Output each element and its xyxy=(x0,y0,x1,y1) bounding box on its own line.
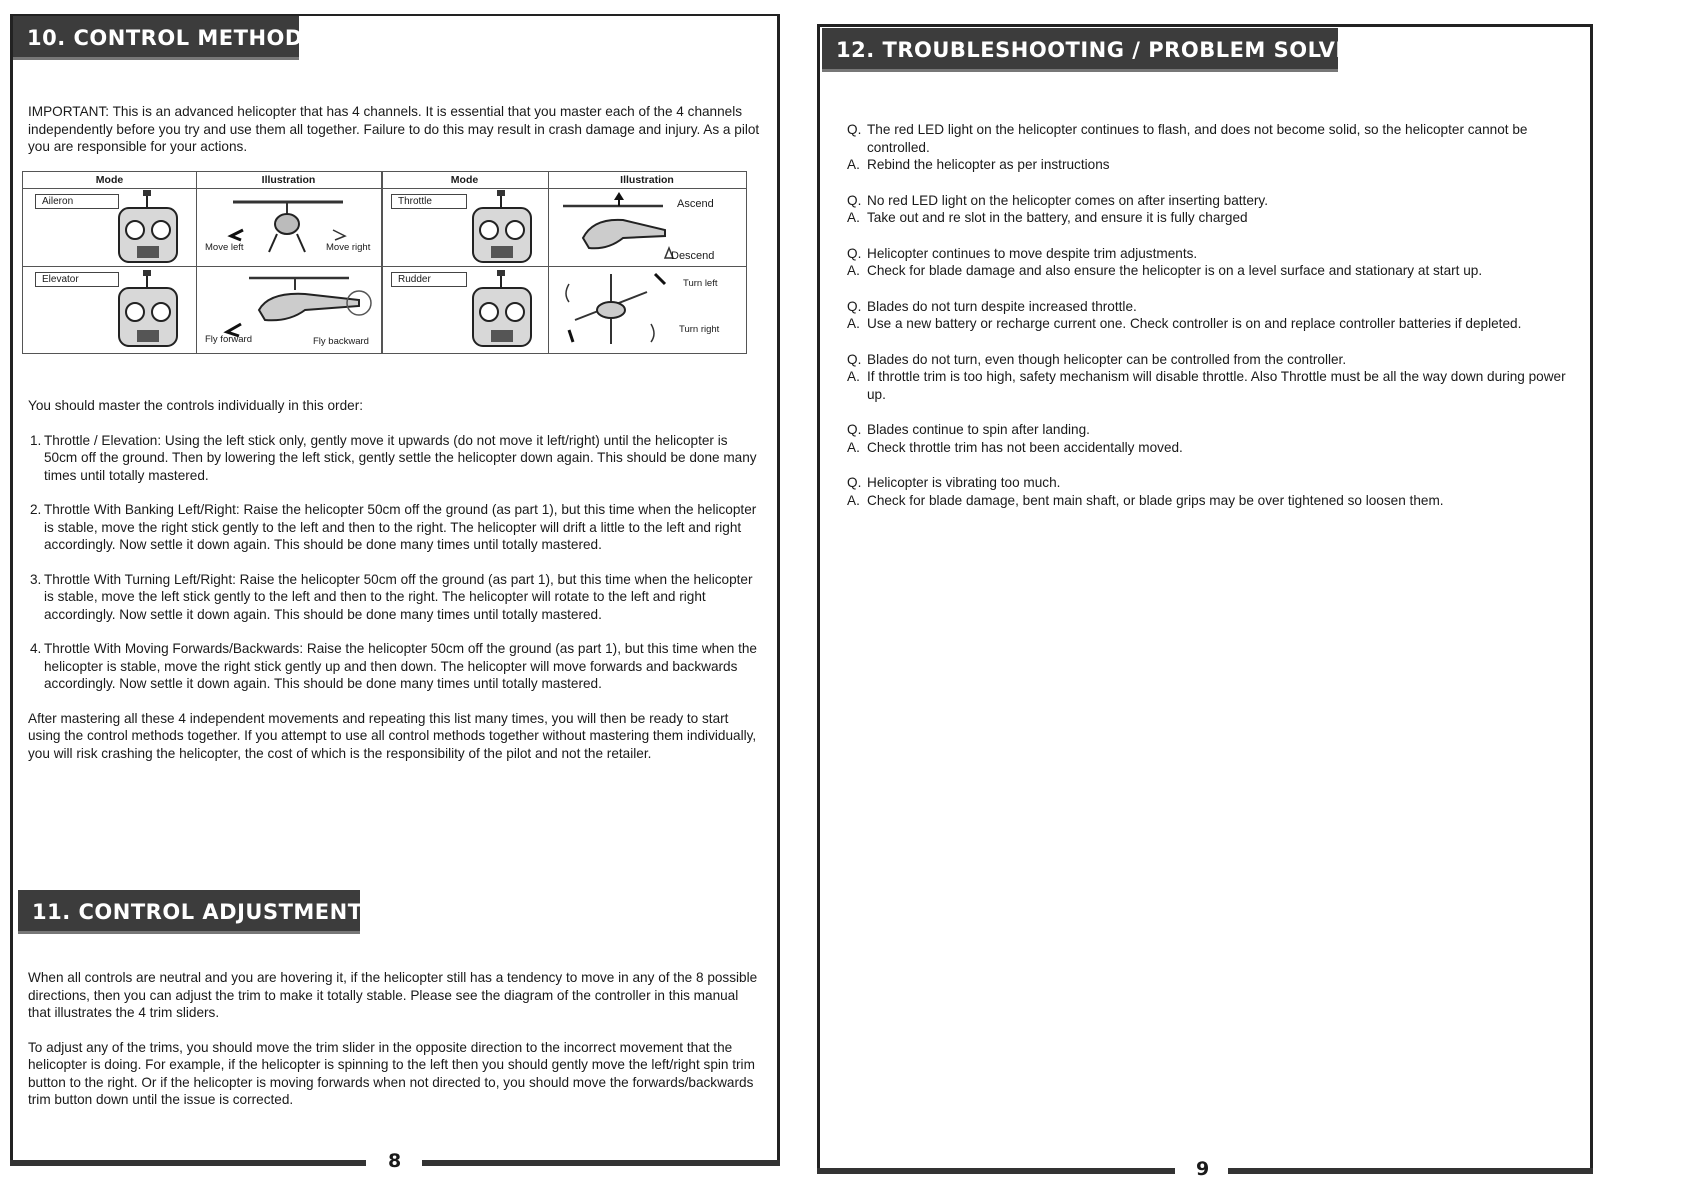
qa-item xyxy=(847,121,1575,174)
label-move-right: Move right xyxy=(326,242,371,253)
question: Q. Blades do not turn despite increased throttle. xyxy=(847,298,1137,314)
label-ascend: Ascend xyxy=(677,198,714,210)
question: Q. No red LED light on the helicopter comes on after inserting battery. xyxy=(847,192,1268,208)
controller-icon xyxy=(109,190,189,266)
question: Q. Blades do not turn, even though helicopter can be controlled from the controller. xyxy=(847,351,1347,367)
table-divider xyxy=(548,172,549,353)
table-header-illustration-2: Illustration xyxy=(548,172,746,189)
qa-item xyxy=(847,474,1575,509)
mode-label-aileron: Aileron xyxy=(35,194,119,209)
answer: A. Check for blade damage and also ensure the helicopter is on a level surface and stationary at start up. xyxy=(847,263,1483,278)
page-number: 8 xyxy=(388,1150,402,1172)
section-12-title: 12. TROUBLESHOOTING / PROBLEM SOLVING xyxy=(822,28,1338,72)
helicopter-side-icon xyxy=(209,270,379,340)
footer-rule xyxy=(422,1160,780,1166)
list-text: Throttle With Banking Left/Right: Raise the helicopter 50cm off the ground (as part 1), but this time when the helicopter is stable, move the right stick gently to the left and then to the right. The helicopter will drift a little to the left and right accordingly. Now settle it down again. This should be done many times until totally mastered. xyxy=(44,502,757,552)
closing-paragraph: After mastering all these 4 independent movements and repeating this list many times, you will then be ready to start using the control methods together. If you attempt to use all control methods together without mastering them individually, you will risk crashing the helicopter, the cost of which is the responsibility of the pilot and not the retailer. xyxy=(28,710,757,761)
table-header-illustration-1: Illustration xyxy=(196,172,381,189)
qa-item xyxy=(847,351,1575,404)
controller-icon xyxy=(109,270,189,350)
list-text: Throttle / Elevation: Using the left stick only, gently move it upwards (do not move it left/right) until the helicopter is 50cm off the ground. Then by lowering the left stick, gently settle the helicopter down again. This should be done many times until totally mastered. xyxy=(44,432,757,483)
answer: A. Use a new battery or recharge current one. Check controller is on and replace controller batteries if depleted. xyxy=(847,316,1522,331)
qa-item xyxy=(847,421,1575,456)
page-number: 9 xyxy=(1196,1158,1210,1180)
mode-label-rudder: Rudder xyxy=(391,272,467,287)
list-number: 4. xyxy=(30,641,42,656)
adjustments-paragraph-1: When all controls are neutral and you are hovering it, if the helicopter still has a tendency to move in any of the 8 possible directions, then you can adjust the trim to make it totally stable. Please see the diagram of the controller in this manual that illustrates the 4 trim sliders. xyxy=(28,970,758,1020)
label-turn-right: Turn right xyxy=(679,324,720,335)
section-10-title: 10. CONTROL METHODS xyxy=(13,16,299,60)
list-number: 1. xyxy=(30,432,42,448)
important-notice: IMPORTANT: This is an advanced helicopter that has 4 channels. It is essential that you master each of the 4 channels independently before you try and use them all together. Failure to do this may result in crash damage and injury. As a pilot you are responsible for your actions. xyxy=(28,104,760,154)
footer-rule xyxy=(10,1160,366,1166)
answer: A. If throttle trim is too high, safety mechanism will disable throttle. Also Throttle must be all the way down during power up. xyxy=(847,369,1566,402)
label-fly-forward: Fly forward xyxy=(205,334,252,345)
table-header-mode-2: Mode xyxy=(381,172,548,189)
qa-item xyxy=(847,298,1575,333)
footer-rule xyxy=(1228,1168,1593,1174)
troubleshooting-list xyxy=(847,121,1575,527)
label-move-left: Move left xyxy=(205,242,244,253)
qa-item xyxy=(847,245,1575,280)
section-10-body xyxy=(28,397,764,779)
question: Q. The red LED light on the helicopter continues to flash, and does not become solid, so the helicopter cannot be controlled. xyxy=(847,122,1528,155)
label-descend: Descend xyxy=(671,250,715,262)
answer: A. Check throttle trim has not been accidentally moved. xyxy=(847,439,1183,455)
list-item xyxy=(28,571,764,624)
answer: A. Rebind the helicopter as per instructions xyxy=(847,157,1110,172)
mode-table xyxy=(22,171,747,354)
order-intro: You should master the controls individually in this order: xyxy=(28,398,363,413)
answer: A. Check for blade damage, bent main shaft, or blade grips may be over tightened so loosen them. xyxy=(847,492,1444,508)
list-item xyxy=(28,432,764,485)
question: Q. Helicopter continues to move despite trim adjustments. xyxy=(847,245,1198,261)
table-header-mode-1: Mode xyxy=(23,172,196,189)
question: Q. Helicopter is vibrating too much. xyxy=(847,475,1061,490)
footer-rule xyxy=(817,1168,1175,1174)
list-text: Throttle With Turning Left/Right: Raise the helicopter 50cm off the ground (as part 1), but this time when the helicopter is stable, move the left stick gently to the left and then to the right. The helicopter will rotate to the left and right accordingly. Now settle it down again. This should be done many times until totally mastered. xyxy=(44,571,753,622)
question: Q. Blades continue to spin after landing. xyxy=(847,422,1090,437)
mode-label-throttle: Throttle xyxy=(391,194,467,209)
controller-icon xyxy=(463,190,543,266)
list-item xyxy=(28,501,764,554)
helicopter-rotate-icon xyxy=(555,270,685,350)
helicopter-ascend-icon xyxy=(553,188,683,268)
label-fly-backward: Fly backward xyxy=(313,336,369,347)
list-text: Throttle With Moving Forwards/Backwards: Raise the helicopter 50cm off the ground (as part 1), but this time when the helicopter is stable, move the right stick gently up and then down. The helicopter will move forwards and backwards accordingly. Now settle it down again. This should be done many times until totally mastered. xyxy=(44,641,757,691)
list-number: 3. xyxy=(30,571,42,587)
table-divider xyxy=(196,172,197,353)
section-11-title: 11. CONTROL ADJUSTMENTS xyxy=(18,890,360,934)
table-divider xyxy=(381,172,383,353)
adjustments-paragraph-2: To adjust any of the trims, you should move the trim slider in the opposite direction to the incorrect movement that the helicopter is doing. For example, if the helicopter is spinning to the left then you should gently move the left/right spin trim button to the right. Or if the helicopter is moving forwards when not directed to, you should move the forwards/backwards trim button down until the issue is corrected. xyxy=(28,1039,755,1107)
qa-item xyxy=(847,192,1575,227)
section-11-body xyxy=(28,969,764,1126)
list-number: 2. xyxy=(30,502,42,517)
label-turn-left: Turn left xyxy=(683,278,718,289)
list-item xyxy=(28,640,764,693)
controller-icon xyxy=(463,270,543,350)
answer: A. Take out and re slot in the battery, and ensure it is fully charged xyxy=(847,210,1248,225)
mode-label-elevator: Elevator xyxy=(35,272,119,287)
